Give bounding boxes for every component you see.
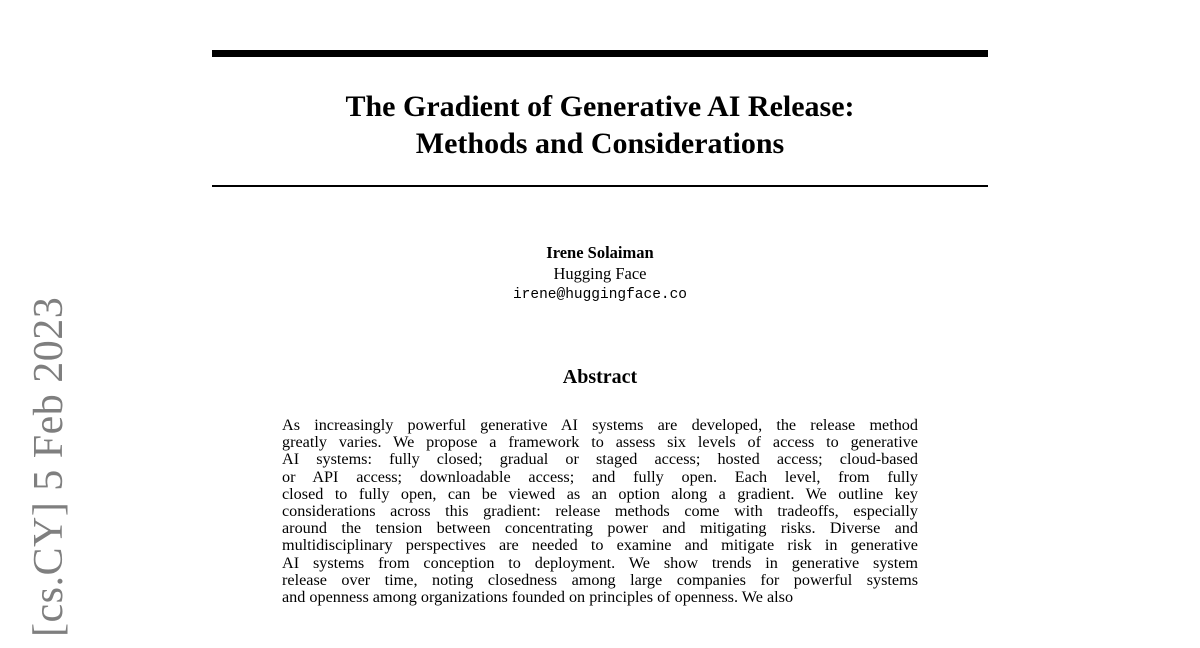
author-block [212,242,988,306]
abstract-line: around the tension between concentrating power and mitigating risks. Diverse and [282,519,918,538]
author-name: Irene Solaiman [546,243,654,262]
abstract-line: or API access; downloadable access; and fully open. Each level, from fully [282,467,918,486]
paper-title [212,88,988,162]
abstract-line: As increasingly powerful generative AI systems are developed, the release method [282,416,918,434]
title-top-rule [212,50,988,57]
paper-title-line-2: Methods and Considerations [415,127,785,160]
abstract-body [282,417,918,606]
abstract-line: multidisciplinary perspectives are needed to examine and mitigate risk in generative [282,536,918,555]
abstract-line: AI systems from conception to deployment. We show trends in generative system [282,553,918,572]
paper-title-line-1: The Gradient of Generative AI Release: [345,90,855,123]
abstract-line: considerations across this gradient: release methods come with tradeoffs, especially [282,502,918,521]
abstract-line: AI systems: fully closed; gradual or staged access; hosted access; cloud-based [282,450,918,469]
abstract-line: release over time, noting closedness among large companies for powerful systems [282,570,918,589]
abstract-line: greatly varies. We propose a framework to assess six levels of access to generative [282,433,918,452]
author-email: irene@huggingface.co [512,287,688,303]
abstract-line: closed to fully open, can be viewed as an option along a gradient. We outline key [282,484,918,503]
arxiv-side-stamp: [cs.CY] 5 Feb 2023 [26,296,72,637]
author-affiliation: Hugging Face [553,264,647,283]
abstract-heading: Abstract [562,366,638,388]
title-bottom-rule [212,185,988,187]
abstract-line: and openness among organizations founded on principles of openness. We also [282,588,794,607]
